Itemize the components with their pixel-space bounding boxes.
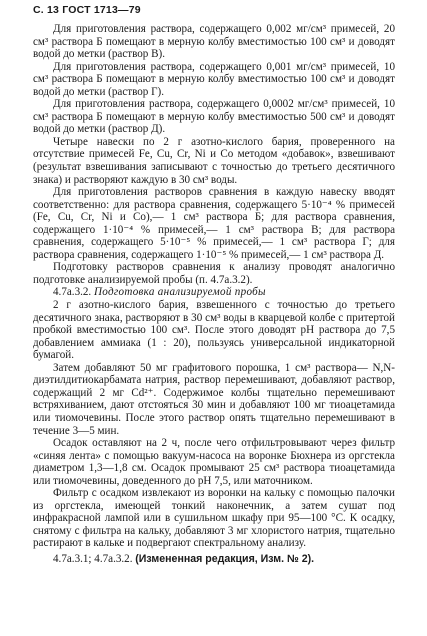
section-title: Подготовка анализируемой пробы <box>94 286 266 299</box>
amendment-text: (Измененная редакция, Изм. № 2). <box>135 552 315 565</box>
paragraph-graphite: Затем добавляют 50 мг графитового порошка, 1 см³ раствора— N,N-диэтилдитиокарбамата натрия, раствор перемешивают, добавляют раствор, содержащий 2 мг Cd²⁺. Содержимое колбы тщательно перемешивают встряхиванием, дают отстояться 30 мин и добавляют 100 мг тиоацетамида или тиомочевины. После этого раствор опять тщательно перемешивают в течение 3—5 мин. <box>33 361 395 437</box>
paragraph-dissolving: 2 г азотно-кислого бария, взвешенного с точностью до третьего десятичного знака, растворяют в 30 см³ воды в кварцевой колбе с притертой пробкой вместимостью 100 см³. После этого доводят рН раствора до 7,5 добавлением аммиака (1 : 20), пользуясь универсальной индикаторной бумагой. <box>33 299 395 362</box>
paragraph-solution-d: Для приготовления раствора, содержащего 0,0002 мг/см³ примесей, 10 см³ раствора Б помещают в мерную колбу вместимостью 500 см³ и доводят водой до метки (раствор Д). <box>33 98 395 136</box>
amendment-note <box>33 553 395 566</box>
paragraph-comparison-solutions: Для приготовления растворов сравнения в каждую навеску вводят соответственно: для раствора сравнения, содержащего 5·10⁻⁴ % примесей (Fe, Cu, Cr, Ni и Co),— 1 см³ раствора Б; для раствора сравнения, содержащего 1·10⁻⁴ % примесей,— 1 см³ раствора В; для раствора сравнения, содержащего 5·10⁻⁵ % примесей,— 1 см³ раствора Г; для раствора сравнения, содержащего 1·10⁻⁵ % примесей,— 1 см³ раствора Д. <box>33 186 395 261</box>
section-number: 4.7а.3.2. <box>53 286 92 299</box>
paragraph-filtering: Осадок оставляют на 2 ч, после чего отфильтровывают через фильтр «синяя лента» с помощью вакуум-насоса на воронке Бюхнера из оргстекла диаметром 1,3—1,8 см. Осадок промывают 25 см³ раствора тиоацетамида или тиомочевины, доведенного до рН 7,5, или маточником. <box>33 437 395 487</box>
page-header: С. 13 ГОСТ 1713—79 <box>33 4 141 16</box>
amendment-refs: 4.7а.3.1; 4.7а.3.2. <box>53 552 133 565</box>
paragraph-solution-v: Для приготовления раствора, содержащего 0,002 мг/см³ примесей, 20 см³ раствора Б помещают в мерную колбу вместимостью 100 см³ и доводят водой до метки (раствор В). <box>33 23 395 61</box>
paragraph-drying: Фильтр с осадком извлекают из воронки на кальку с помощью палочки из оргстекла, имеющей тонкий наконечник, а затем сушат под инфракрасной лампой или в сушильном шкафу при 95—100 °С. К осадку, снятому с фильтра на кальку, добавляют 3 мг хлористого натрия, тщательно растирают в кальке и подвергают спектральному анализу. <box>33 487 395 550</box>
paragraph-comparison-preparation: Подготовку растворов сравнения к анализу проводят аналогично подготовке анализируемой пробы (п. 4.7а.3.2). <box>33 261 395 286</box>
paragraph-solution-g: Для приготовления раствора, содержащего 0,001 мг/см³ примесей, 10 см³ раствора Б помещают в мерную колбу вместимостью 100 см³ и доводят водой до метки (раствор Г). <box>33 60 395 98</box>
section-heading <box>33 286 395 299</box>
paragraph-samples: Четыре навески по 2 г азотно-кислого бария, проверенного на отсутствие примесей Fe, Cu, Cr, Ni и Co методом «добавок», взвешивают (результат взвешивания записывают с точностью до третьего десятичного знака) и растворяют каждую в 30 см³ воды. <box>33 135 395 186</box>
